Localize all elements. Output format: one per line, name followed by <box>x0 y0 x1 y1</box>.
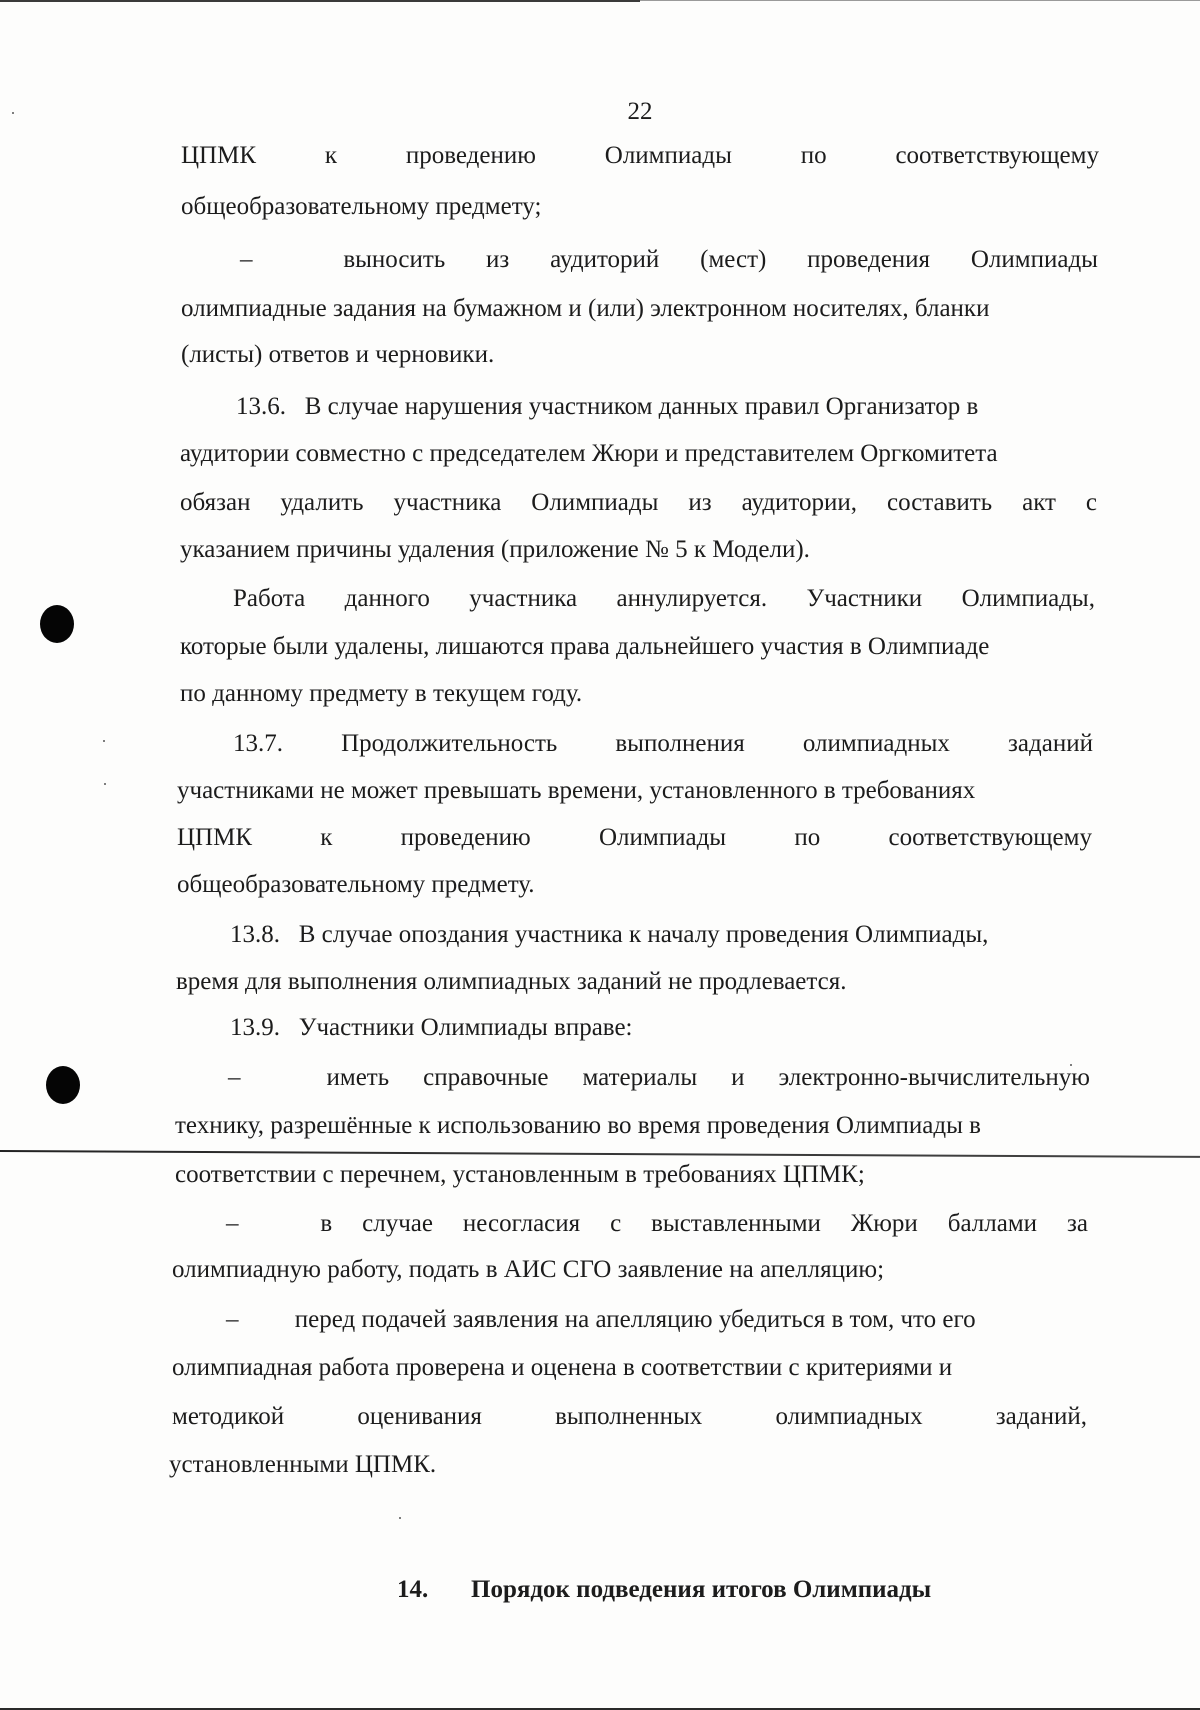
word: к <box>320 824 333 851</box>
word: ЦПМК <box>177 824 253 851</box>
word: заданий <box>1008 730 1093 757</box>
text-line-14: участниками не может превышать времени, установленного в требованиях <box>177 777 976 804</box>
text-line-8 <box>180 488 1097 518</box>
section-title: Порядок подведения итогов Олимпиады <box>471 1576 932 1603</box>
word: акт <box>1022 489 1056 516</box>
word: баллами <box>947 1210 1038 1237</box>
text-line-9: указанием причины удаления (приложение № 5 к Модели). <box>180 536 810 563</box>
text-line-7: аудитории совместно с председателем Жюри и представителем Оргкомитета <box>180 440 998 467</box>
word: выполнения <box>615 730 745 757</box>
word: справочные <box>423 1064 549 1091</box>
text-line-10 <box>233 584 1095 614</box>
scan-speck <box>399 1517 401 1519</box>
word: проведения <box>807 246 931 273</box>
clause-number: 13.7. <box>233 730 283 757</box>
text-line-28: установленными ЦПМК. <box>169 1451 437 1478</box>
word: Олимпиады <box>604 142 732 169</box>
word: проведению <box>405 142 536 169</box>
word: Продолжительность <box>341 730 558 757</box>
word: составить <box>886 489 993 516</box>
word: Олимпиады <box>970 246 1098 273</box>
word: проведению <box>400 824 531 851</box>
punch-hole-upper <box>40 605 74 643</box>
word: удалить <box>280 489 364 516</box>
text-line-22: соответствии с перечнем, установленным в требованиях ЦПМК; <box>175 1161 865 1188</box>
word: из <box>486 246 510 273</box>
word: по <box>794 824 821 851</box>
word: из <box>688 489 712 516</box>
word: за <box>1066 1210 1088 1237</box>
word: олимпиадных <box>775 1403 923 1430</box>
text-line-2: общеобразовательному предмету; <box>181 193 542 220</box>
text-line-5: (листы) ответов и черновики. <box>181 341 495 368</box>
word: аннулируется. <box>616 585 768 612</box>
word: случае <box>362 1210 433 1237</box>
word: (мест) <box>700 246 767 273</box>
dash-bullet: – <box>240 246 253 273</box>
word: ЦПМК <box>181 142 257 169</box>
word: методикой <box>172 1403 285 1430</box>
word: обязан <box>180 489 251 516</box>
word: соответствующему <box>888 824 1092 851</box>
list-item-line <box>226 1209 1088 1239</box>
text-line-26: олимпиадная работа проверена и оценена в соответствии с критериями и <box>172 1354 953 1381</box>
word: выносить <box>343 246 446 273</box>
word: и <box>731 1064 745 1091</box>
text-line-18: время для выполнения олимпиадных заданий не продлевается. <box>176 968 847 995</box>
word: Олимпиады <box>598 824 727 851</box>
word: оценивания <box>357 1403 482 1430</box>
scan-edge-top <box>0 0 640 2</box>
paragraph-13-8-start: 13.8. В случае опоздания участника к началу проведения Олимпиады, <box>230 921 989 948</box>
list-item-line <box>228 1063 1090 1093</box>
page-number: 22 <box>627 98 653 125</box>
text-line-16: общеобразовательному предмету. <box>177 871 535 898</box>
word: соответствующему <box>895 142 1099 169</box>
word: данного <box>344 585 430 612</box>
word: к <box>324 142 338 169</box>
punch-hole-lower <box>46 1066 80 1104</box>
section-number: 14. <box>397 1576 429 1603</box>
text-line-1 <box>181 141 1099 171</box>
word: участника <box>393 489 502 516</box>
word: олимпиадных <box>802 730 950 757</box>
section-heading <box>397 1576 931 1604</box>
scan-speck <box>103 740 105 742</box>
word: Работа <box>233 585 306 612</box>
scan-edge-top-faint <box>640 0 1200 1</box>
word: Жюри <box>850 1210 918 1237</box>
word: выставленными <box>651 1210 821 1237</box>
list-item-line <box>240 245 1098 275</box>
text-line-24: олимпиадную работу, подать в АИС СГО заявление на апелляцию; <box>172 1256 885 1283</box>
text-line-27 <box>172 1402 1087 1432</box>
text-line-11: которые были удалены, лишаются права дальнейшего участия в Олимпиаде <box>180 633 990 660</box>
paragraph-13-9-start: 13.9. Участники Олимпиады вправе: <box>230 1014 633 1041</box>
dash-bullet: – <box>226 1210 239 1237</box>
word: с <box>1085 489 1097 516</box>
scan-fold-line <box>0 1150 1200 1158</box>
dash-bullet: – <box>228 1064 241 1091</box>
word: в <box>320 1210 333 1237</box>
text-line-4: олимпиадные задания на бумажном и (или) электронном носителях, бланки <box>181 295 990 322</box>
word: аудиторий <box>550 246 660 273</box>
word: иметь <box>326 1064 390 1091</box>
word: Олимпиады <box>531 489 659 516</box>
paragraph-13-7-start <box>233 729 1093 759</box>
word: несогласия <box>462 1210 581 1237</box>
word: аудитории, <box>741 489 858 516</box>
scan-speck <box>104 783 106 785</box>
word: электронно-вычислительную <box>778 1064 1090 1091</box>
word: материалы <box>582 1064 698 1091</box>
word: участника <box>469 585 578 612</box>
word: заданий, <box>995 1403 1087 1430</box>
word: по <box>800 142 827 169</box>
word: Олимпиады, <box>961 585 1095 612</box>
text-line-12: по данному предмету в текущем году. <box>180 680 583 707</box>
list-item-line: – перед подачей заявления на апелляцию убедиться в том, что его <box>226 1306 976 1333</box>
word: с <box>610 1210 622 1237</box>
paragraph-13-6-start: 13.6. В случае нарушения участником данных правил Организатор в <box>236 393 979 420</box>
word: Участники <box>806 585 923 612</box>
text-line-15 <box>177 823 1092 853</box>
text-line-21: технику, разрешённые к использованию во время проведения Олимпиады в <box>175 1112 981 1139</box>
word: выполненных <box>555 1403 703 1430</box>
